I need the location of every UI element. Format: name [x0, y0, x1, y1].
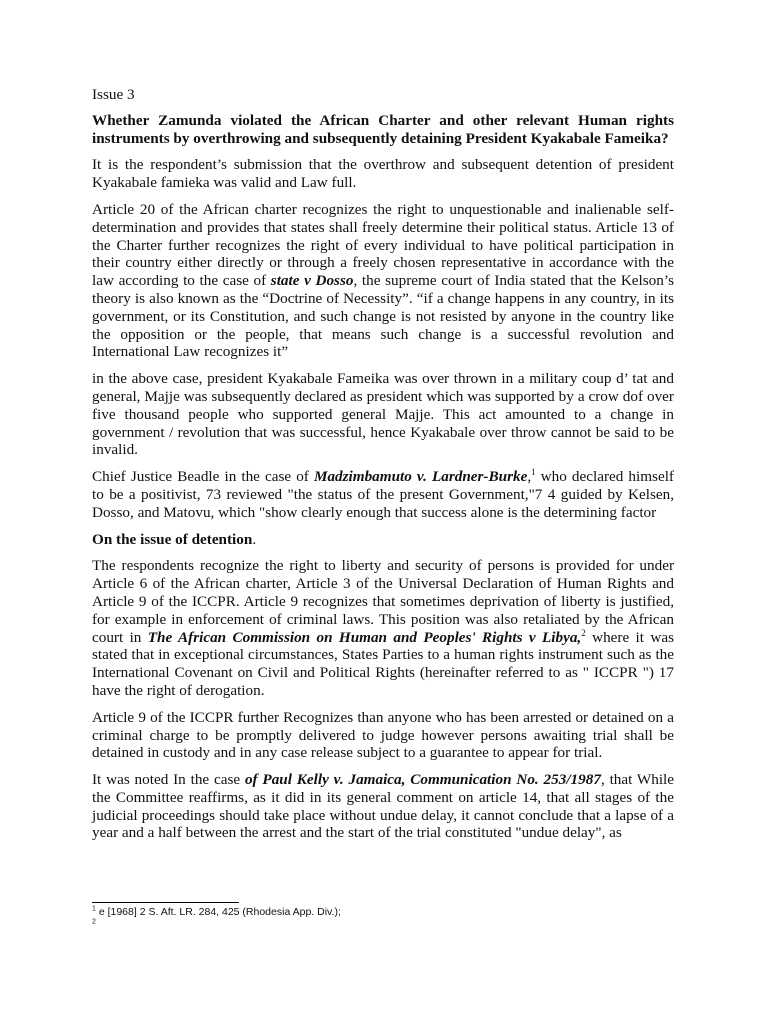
paragraph-text: Article 20 of the African charter recognizes the right to unquestionable and inalienable self-determination and provides that states shall freely determine their political status. Article 13 of the Charter further recognizes the right of every individual to have political participation in their country either directly or through a freely chosen representative in accordance with the law according to the case of: [92, 200, 674, 290]
paragraph-text: It is the respondent’s submission that the overthrow and subsequent detention of president Kyakabale famieka was valid and Law full.: [92, 156, 674, 192]
issue-heading: Issue 3: [92, 86, 135, 103]
body-paragraph: [92, 531, 674, 549]
body-paragraph: [92, 370, 674, 459]
issue-question-text: Whether Zamunda violated the African Charter and other relevant Human rights instruments by overthrowing and subsequently detaining President Kyakabale Fameika?: [92, 111, 674, 147]
paragraph-text: , that While the Committee reaffirms, as it did in its general comment on article 14, that all stages of the judicial proceedings should take place without undue delay, it cannot conclude that a lapse of a year and a half between the arrest and the start of the trial constituted "undue delay", as: [92, 771, 675, 842]
paragraph-list: [92, 156, 674, 842]
paragraph-text: The respondents recognize the right to liberty and security of persons is provided for under Article 6 of the African charter, Article 3 of the Universal Declaration of Human Rights and Article 9 of the ICCPR. Article 9 recognizes that sometimes deprivation of liberty is justified, for example in enforcement of criminal laws. This position was also retaliated by the African court in: [92, 557, 674, 646]
body-paragraph: [92, 771, 674, 842]
body-paragraph: [92, 201, 674, 361]
paragraph-text: ,: [527, 468, 532, 486]
footnote: [92, 919, 674, 932]
footnote: [92, 906, 674, 919]
case-citation: Madzimbamuto v. Lardner-Burke: [313, 468, 528, 486]
paragraph-text: Chief Justice Beadle in the case of: [92, 468, 314, 486]
paragraph-text: where it was stated that in exceptional circumstances, States Parties to a human rights instrument such as the International Covenant on Civil and Political Rights (hereinafter referred to as " ICCPR ") 17 have the right of derogation.: [92, 628, 674, 699]
paragraph-text: It was noted In the case: [92, 771, 245, 789]
footnotes: [92, 902, 674, 932]
paragraph-text: .: [252, 530, 257, 548]
body-paragraph: [92, 557, 674, 699]
paragraph-text: Article 9 of the ICCPR further Recognizes than anyone who has been arrested or detained on a criminal charge to be promptly delivered to judge however persons awaiting trial shall be detained in custody and in any case release subject to a guarantee to appear for trial.: [92, 708, 674, 762]
case-citation: state v Dosso: [270, 272, 354, 290]
document-body: [92, 86, 674, 851]
footnote-mark: 1: [92, 905, 96, 913]
case-citation: The African Commission on Human and Peoples' Rights v Libya,: [147, 628, 582, 646]
footnote-ref: 1: [531, 467, 536, 478]
footnote-separator: [92, 902, 239, 903]
footnote-mark: 2: [92, 918, 96, 926]
paragraph-text: who declared himself to be a positivist, 73 reviewed "the status of the present Government,"7 4 guided by Kelsen, Dosso, and Matovu, which "show clearly enough that success alone is the determining factor: [92, 468, 674, 521]
case-citation: of Paul Kelly v. Jamaica, Communication No. 253/1987: [244, 771, 601, 789]
paragraph-text: , the supreme court of India stated that the Kelson’s theory is also known as the “Doctrine of Necessity”. “if a change happens in any country, in its government, or its Constitution, and such change is not resisted by anyone in the country like the opposition or the people, that means such change is a successful revolution and International Law recognizes it”: [92, 272, 674, 361]
body-paragraph: [92, 468, 674, 521]
footnote-text: e [1968] 2 S. Aft. LR. 284, 425 (Rhodesia App. Div.);: [95, 906, 341, 918]
footnote-ref: 2: [581, 627, 586, 638]
footnote-list: [92, 906, 674, 932]
subheading-text: On the issue of detention: [92, 530, 253, 548]
issue-question: [92, 112, 674, 148]
paragraph-text: in the above case, president Kyakabale Fameika was over thrown in a military coup d’ tat and general, Majje was subsequently declared as president which was supported by a crow dof over five thousand people who supported general Majje. This act amounted to a change in government / revolution that was successful, hence Kyakabale over throw cannot be said to be invalid.: [92, 370, 674, 459]
body-paragraph: [92, 156, 674, 192]
body-paragraph: [92, 709, 674, 762]
